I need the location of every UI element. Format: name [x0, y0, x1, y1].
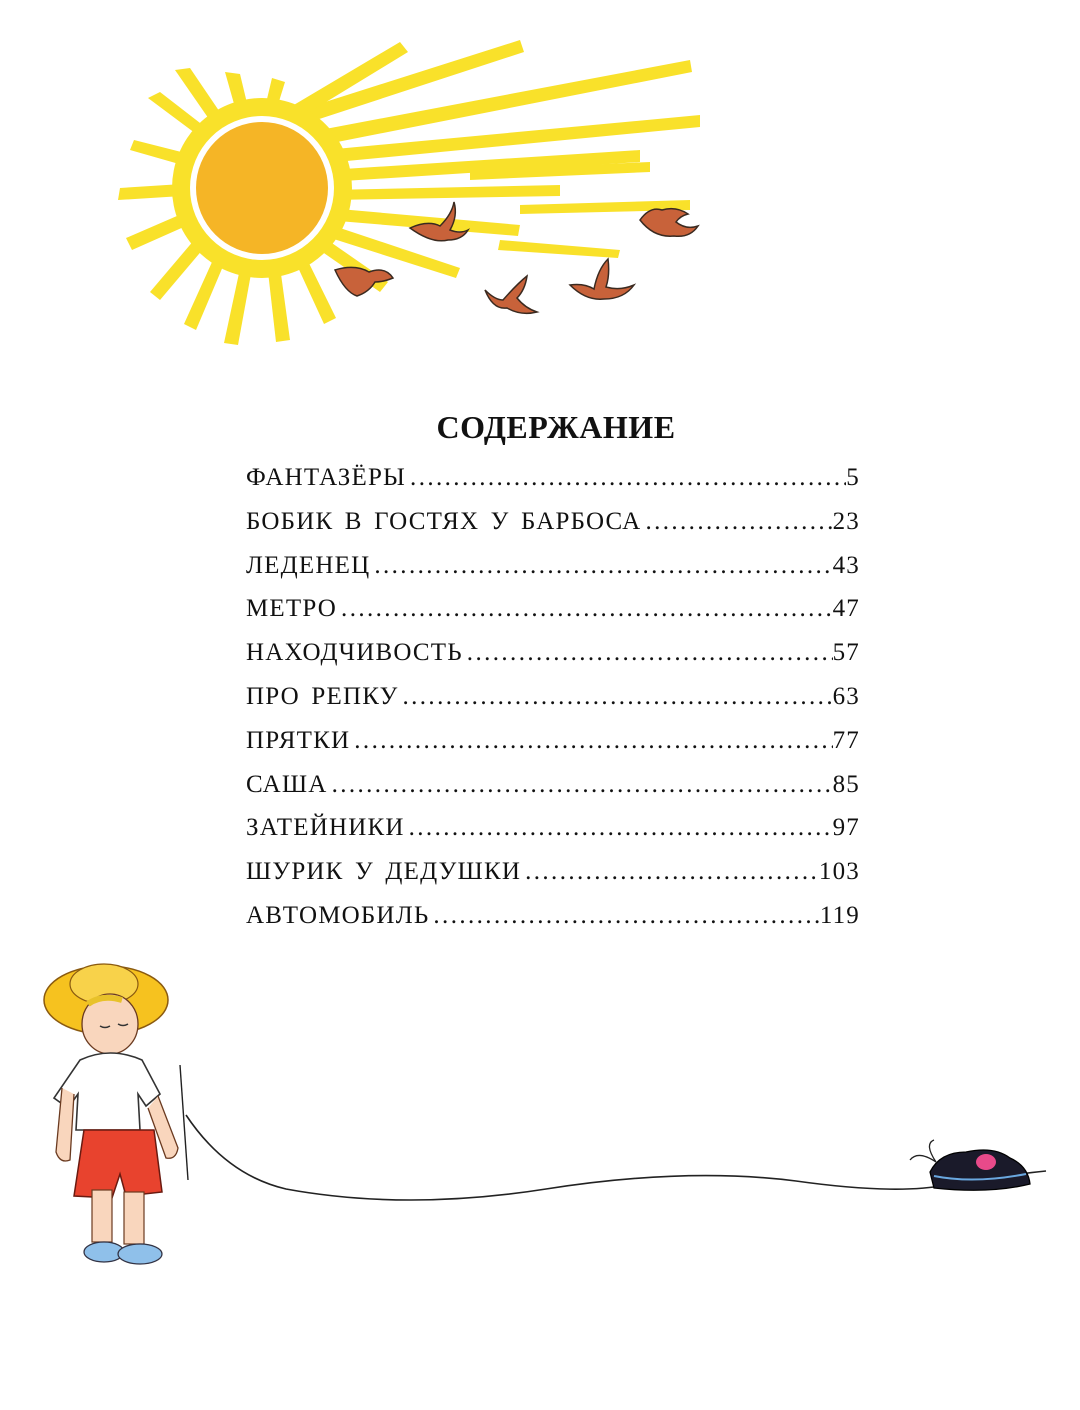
toc-leader-dots	[405, 814, 833, 842]
toc-page-number: 47	[832, 595, 860, 623]
boy-with-string-illustration	[0, 940, 1080, 1380]
toc-entry	[246, 771, 860, 815]
toc-leader-dots	[350, 727, 832, 755]
toc-page-number: 5	[846, 464, 860, 491]
toc-leader-dots	[337, 595, 833, 623]
toc-page-number: 57	[832, 639, 860, 667]
sun-birds-illustration	[0, 0, 1080, 360]
toc-title: НАХОДЧИВОСТЬ	[246, 639, 463, 667]
toc-title: ЗАТЕЙНИКИ	[246, 814, 405, 842]
toc-page-number: 23	[832, 507, 860, 535]
toc-title: ФАНТАЗЁРЫ	[246, 464, 407, 491]
toc-leader-dots	[463, 639, 833, 667]
page-title: СОДЕРЖАНИЕ	[436, 409, 676, 446]
toc-leader-dots	[521, 858, 819, 886]
toc-entry	[246, 508, 860, 552]
toc-title: ЛЕДЕНЕЦ	[246, 551, 371, 579]
toc-entry	[246, 595, 860, 639]
toc-leader-dots	[398, 683, 832, 711]
toc-title: МЕТРО	[246, 595, 338, 623]
toc-leader-dots	[641, 508, 832, 536]
toc-page-number: 119	[819, 901, 860, 929]
toc-leader-dots	[328, 771, 833, 799]
toc-leader-dots	[406, 464, 846, 492]
toc-page-number: 103	[818, 858, 860, 886]
toc-entry	[246, 683, 860, 727]
toc-title: АВТОМОБИЛЬ	[246, 901, 430, 929]
toc-title: ПРЯТКИ	[246, 726, 351, 754]
toc-page-number: 85	[832, 770, 860, 798]
toc-entry	[246, 464, 860, 508]
toc-title: ПРО РЕПКУ	[246, 682, 399, 710]
toy-shoe	[910, 1140, 1030, 1190]
pull-string	[186, 1115, 1046, 1200]
toc-page-number: 97	[832, 814, 860, 842]
toc-entry	[246, 814, 860, 858]
toc-entry	[246, 858, 860, 902]
toc-title: САША	[246, 770, 328, 798]
toc-page-number: 77	[832, 726, 860, 754]
toc-entry	[246, 552, 860, 596]
toc-title: ШУРИК У ДЕДУШКИ	[246, 858, 522, 886]
toc-title: БОБИК В ГОСТЯХ У БАРБОСА	[246, 507, 642, 535]
toc-leader-dots	[429, 902, 819, 930]
toc-page-number: 43	[832, 551, 860, 579]
toc-entry	[246, 639, 860, 683]
toc-leader-dots	[370, 552, 832, 580]
toc-entry	[246, 727, 860, 771]
toc-page-number: 63	[832, 682, 860, 710]
table-of-contents	[246, 464, 860, 946]
